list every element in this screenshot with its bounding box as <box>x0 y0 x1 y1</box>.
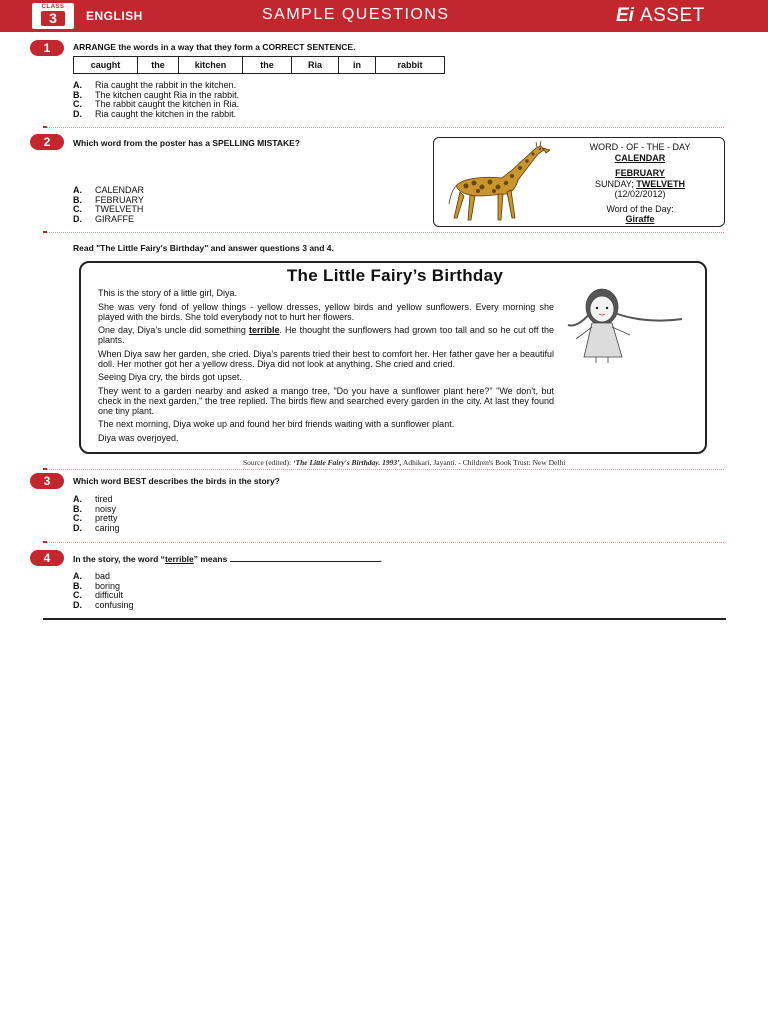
giraffe-illustration <box>440 140 560 224</box>
asset-logo <box>616 5 705 27</box>
class-badge <box>32 3 74 29</box>
word-boxes <box>73 56 445 74</box>
option-d[interactable]: D. caring <box>73 522 120 533</box>
subject-label: ENGLISH <box>86 9 143 23</box>
word-box: caught <box>74 57 138 74</box>
word-box: rabbit <box>376 57 445 74</box>
option-a[interactable]: A. Ria caught the rabbit in the kitchen. <box>73 80 237 90</box>
option-a[interactable]: A. CALENDAR <box>73 185 145 195</box>
question-1-options <box>73 81 239 119</box>
poster-word-of-day-label: Word of the Day: <box>606 203 674 214</box>
word-of-the-day-poster <box>433 137 725 227</box>
page-title: SAMPLE QUESTIONS <box>262 6 450 23</box>
question-2-text: Which word from the poster has a SPELLING MISTAKE? <box>73 138 300 148</box>
question-3-options <box>73 495 120 533</box>
poster-word-twelveth: TWELVETH <box>636 178 686 189</box>
girl-illustration <box>560 283 690 363</box>
option-c[interactable]: C. TWELVETH <box>73 204 144 215</box>
story-paragraph: This is the story of a little girl, Diya. <box>98 288 238 298</box>
option-a[interactable]: A. tired <box>73 494 113 504</box>
word-terrible: terrible <box>164 554 194 564</box>
word-box: the <box>138 57 179 74</box>
question-1-text: ARRANGE the words in a way that they form a CORRECT SENTENCE. <box>73 42 356 52</box>
end-rule <box>43 618 726 620</box>
option-d[interactable]: D. Ria caught the kitchen in the rabbit. <box>73 108 237 119</box>
story-paragraph: One day, Diya’s uncle did something terrible. He thought the sunflowers had grown too tall and so he cut off the plants. <box>98 325 554 345</box>
option-b[interactable]: B. boring <box>73 580 121 591</box>
story-paragraph: Seeing Diya cry, the birds got upset. <box>98 372 242 382</box>
option-c[interactable]: C. pretty <box>73 513 118 524</box>
option-b[interactable]: B. The kitchen caught Ria in the rabbit. <box>73 89 240 100</box>
separator <box>43 127 724 128</box>
answer-blank <box>230 553 380 562</box>
story-paragraph: When Diya saw her garden, she cried. Diya’s parents tried their best to comfort her. Her father gave her a beautiful doll. Her mother got her a yellow dress. Diya did not look at anything. She cried and cried. <box>98 348 554 369</box>
question-4-text: In the story, the word “terrible” means . <box>73 554 383 564</box>
story-paragraph: She was very fond of yellow things - yellow dresses, yellow birds and yellow sunflowers. Every morning she played with the birds. She told everybody not to hurt her flowers. <box>98 301 554 322</box>
ei-logo-mark: Ei <box>616 5 634 26</box>
poster-word-february: FEBRUARY <box>615 168 665 178</box>
option-b[interactable]: B. FEBRUARY <box>73 194 144 205</box>
poster-word-calendar: CALENDAR <box>614 152 666 163</box>
word-box: the <box>243 57 292 74</box>
question-number-1: 1 <box>30 40 64 56</box>
word-box: kitchen <box>179 57 243 74</box>
poster-date-line: SUNDAY; TWELVETH <box>594 178 686 189</box>
poster-word-giraffe: Giraffe <box>625 214 655 224</box>
option-b[interactable]: B. noisy <box>73 503 117 514</box>
question-number-4: 4 <box>30 550 64 566</box>
poster-text <box>558 142 722 225</box>
story-paragraph: The next morning, Diya woke up and found her bird friends waiting with a sunflower plant. <box>98 419 455 429</box>
option-c[interactable]: C. The rabbit caught the kitchen in Ria. <box>73 99 240 110</box>
story-paragraph: Diya was overjoyed. <box>98 432 179 443</box>
word-terrible: terrible <box>248 325 280 335</box>
separator <box>43 469 724 470</box>
header-bar <box>0 0 768 32</box>
poster-heading: WORD - OF - THE - DAY <box>589 142 691 152</box>
option-a[interactable]: A. bad <box>73 571 111 581</box>
word-box: in <box>339 57 376 74</box>
story-body <box>98 288 554 446</box>
word-box: Ria <box>292 57 339 74</box>
poster-date: (12/02/2012) <box>614 189 666 199</box>
question-4-options <box>73 572 134 610</box>
option-d[interactable]: D. confusing <box>73 599 134 610</box>
question-2-options <box>73 186 144 224</box>
separator <box>43 542 724 543</box>
story-source: Source (edited): ‘The Little Fairy's Birthday. 1993’, Adhikari, Jayanti. - Children's Book Trust: New Delhi <box>243 458 566 467</box>
question-number-3: 3 <box>30 473 64 489</box>
reading-instruction: Read "The Little Fairy's Birthday" and answer questions 3 and 4. <box>73 243 334 253</box>
question-3-text: Which word BEST describes the birds in the story? <box>73 476 280 486</box>
story-paragraph: They went to a garden nearby and asked a mango tree, "Do you have a sunflower plant here?" "We don't, but check in the next garden," the tree replied. The birds flew and searched every garden in the city. At last they found one tiny plant. <box>98 385 554 416</box>
option-d[interactable]: D. GIRAFFE <box>73 213 135 224</box>
option-c[interactable]: C. difficult <box>73 590 123 601</box>
class-number: 3 <box>41 11 65 26</box>
story-title: The Little Fairy’s Birthday <box>286 266 504 285</box>
class-label: CLASS <box>41 4 65 10</box>
asset-logo-text: ASSET <box>639 5 705 26</box>
separator <box>43 232 724 233</box>
question-number-2: 2 <box>30 134 64 150</box>
